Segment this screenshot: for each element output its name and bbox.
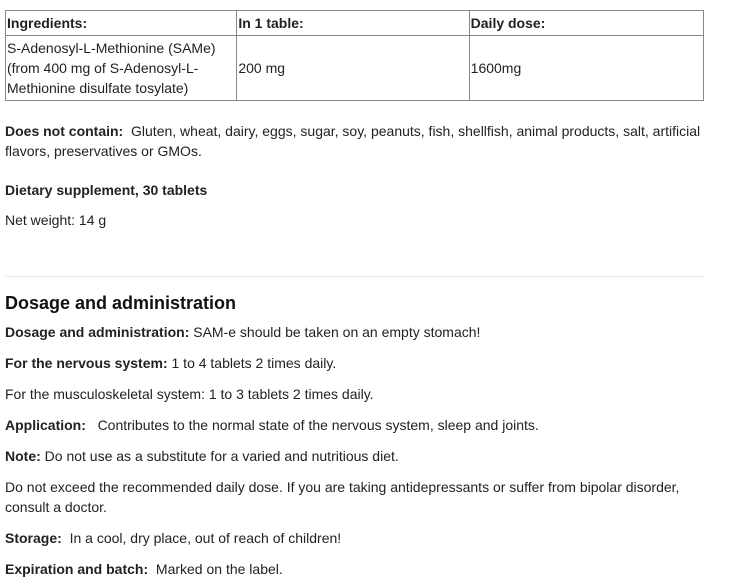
note bbox=[5, 446, 704, 466]
expiration bbox=[5, 559, 704, 579]
note-text: Do not use as a substitute for a varied and nutritious diet. bbox=[44, 448, 399, 464]
musculoskeletal-system: For the musculoskeletal system: 1 to 3 tablets 2 times daily. bbox=[5, 386, 374, 402]
application-text: Contributes to the normal state of the nervous system, sleep and joints. bbox=[97, 417, 539, 433]
nervous-system-label: For the nervous system: bbox=[5, 355, 168, 371]
does-not-contain bbox=[5, 121, 704, 161]
dose-warning: Do not exceed the recommended daily dose. If you are taking antidepressants or suffer from bipolar disorder, consult a doctor. bbox=[5, 479, 680, 515]
ingredient-name: S-Adenosyl-L-Methionine (SAMe) (from 400 mg of S-Adenosyl-L-Methionine disulfate tosylate) bbox=[6, 36, 237, 101]
supplement-line bbox=[5, 180, 704, 200]
table-row bbox=[6, 36, 704, 101]
supplement-line-text: Dietary supplement, 30 tablets bbox=[5, 182, 208, 198]
expiration-text: Marked on the label. bbox=[155, 561, 283, 577]
ingredient-daily-dose: 1600mg bbox=[469, 36, 703, 101]
section-divider bbox=[5, 276, 704, 277]
does-not-contain-label: Does not contain: bbox=[5, 123, 124, 139]
application bbox=[5, 415, 704, 435]
note-label: Note: bbox=[5, 448, 41, 464]
net-weight: Net weight: 14 g bbox=[5, 212, 107, 228]
ingredient-per-tablet: 200 mg bbox=[237, 36, 469, 101]
dosage-admin-text: SAM-e should be taken on an empty stomach! bbox=[193, 324, 481, 340]
dosage-admin bbox=[5, 322, 704, 342]
expiration-label: Expiration and batch: bbox=[5, 561, 149, 577]
nervous-system-text: 1 to 4 tablets 2 times daily. bbox=[171, 355, 337, 371]
dosage-admin-label: Dosage and administration: bbox=[5, 324, 190, 340]
header-per-tablet: In 1 table: bbox=[237, 11, 469, 36]
application-label: Application: bbox=[5, 417, 86, 433]
table-header-row bbox=[6, 11, 704, 36]
header-ingredients: Ingredients: bbox=[6, 11, 237, 36]
nervous-system bbox=[5, 353, 704, 373]
ingredients-table bbox=[5, 10, 704, 101]
does-not-contain-text: Gluten, wheat, dairy, eggs, sugar, soy, peanuts, fish, shellfish, animal products, salt, artificial flavors, preservatives or GMOs. bbox=[5, 123, 701, 159]
storage bbox=[5, 528, 704, 548]
dosage-heading: Dosage and administration bbox=[5, 293, 237, 313]
storage-text: In a cool, dry place, out of reach of children! bbox=[69, 530, 342, 546]
product-info bbox=[5, 10, 704, 579]
storage-label: Storage: bbox=[5, 530, 62, 546]
header-daily-dose: Daily dose: bbox=[469, 11, 703, 36]
